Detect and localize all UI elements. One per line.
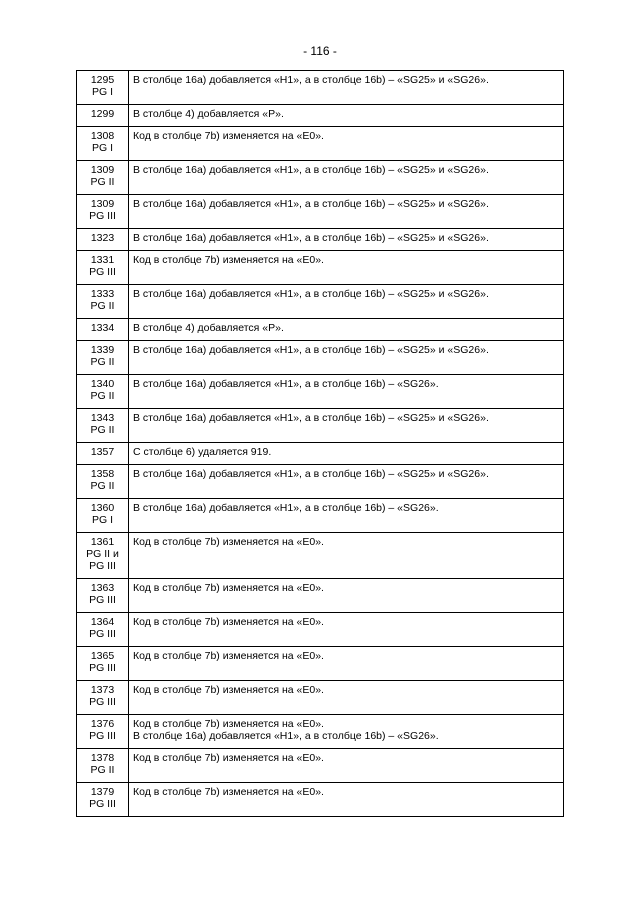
table-row bbox=[77, 579, 564, 613]
amendment-text-cell bbox=[129, 715, 564, 749]
un-number: 1340 bbox=[90, 378, 115, 390]
entry-number-cell bbox=[77, 319, 129, 341]
table-row bbox=[77, 465, 564, 499]
un-number: 1295 bbox=[90, 74, 115, 86]
entry-number-cell bbox=[77, 533, 129, 579]
entry-number-cell bbox=[77, 647, 129, 681]
amendment-text-cell bbox=[129, 319, 564, 341]
un-number: 1331 bbox=[90, 254, 115, 266]
amendment-text: В столбце 4) добавляется «P». bbox=[133, 108, 284, 120]
table-row bbox=[77, 749, 564, 783]
entry-number-cell bbox=[77, 251, 129, 285]
amendment-text-cell bbox=[129, 195, 564, 229]
un-number: 1373 bbox=[90, 684, 115, 696]
packing-group: PG III bbox=[89, 730, 116, 742]
amendment-text: В столбце 16а) добавляется «H1», а в столбце 16b) – «SG25» и «SG26». bbox=[133, 288, 489, 300]
un-number: 1309 bbox=[90, 164, 115, 176]
packing-group: PG III bbox=[89, 662, 116, 674]
entry-number-cell bbox=[77, 749, 129, 783]
amendment-text: В столбце 16а) добавляется «H1», а в столбце 16b) – «SG26». bbox=[133, 730, 439, 742]
packing-group: PG II bbox=[90, 356, 115, 368]
amendment-text: В столбце 16а) добавляется «H1», а в столбце 16b) – «SG25» и «SG26». bbox=[133, 468, 489, 480]
table-row bbox=[77, 783, 564, 817]
entry-number-cell bbox=[77, 161, 129, 195]
amendment-text: В столбце 16а) добавляется «H1», а в столбце 16b) – «SG25» и «SG26». bbox=[133, 198, 489, 210]
table-row bbox=[77, 715, 564, 749]
amendments-table-body bbox=[77, 71, 564, 817]
table-row bbox=[77, 681, 564, 715]
amendment-text: В столбце 16а) добавляется «H1», а в столбце 16b) – «SG26». bbox=[133, 502, 439, 514]
un-number: 1379 bbox=[90, 786, 115, 798]
packing-group: PG II и bbox=[86, 548, 119, 560]
packing-group: PG III bbox=[89, 210, 116, 222]
amendment-text-cell bbox=[129, 749, 564, 783]
table-row bbox=[77, 533, 564, 579]
table-row bbox=[77, 229, 564, 251]
amendments-table bbox=[76, 70, 564, 817]
entry-number-cell bbox=[77, 409, 129, 443]
un-number: 1365 bbox=[90, 650, 115, 662]
packing-group: PG III bbox=[89, 696, 116, 708]
un-number: 1299 bbox=[90, 108, 115, 120]
un-number: 1333 bbox=[90, 288, 115, 300]
entry-number-cell bbox=[77, 579, 129, 613]
table-row bbox=[77, 443, 564, 465]
amendment-text: Код в столбце 7b) изменяется на «E0». bbox=[133, 650, 324, 662]
entry-number-cell bbox=[77, 285, 129, 319]
packing-group: PG III bbox=[89, 628, 116, 640]
table-row bbox=[77, 285, 564, 319]
amendment-text-cell bbox=[129, 105, 564, 127]
un-number: 1378 bbox=[90, 752, 115, 764]
amendment-text-cell bbox=[129, 647, 564, 681]
table-row bbox=[77, 161, 564, 195]
entry-number-cell bbox=[77, 127, 129, 161]
amendment-text-cell bbox=[129, 71, 564, 105]
amendment-text: С столбце 6) удаляется 919. bbox=[133, 446, 272, 458]
un-number: 1339 bbox=[90, 344, 115, 356]
amendment-text-cell bbox=[129, 579, 564, 613]
entry-number-cell bbox=[77, 105, 129, 127]
entry-number-cell bbox=[77, 613, 129, 647]
packing-group: PG III bbox=[89, 560, 116, 572]
amendment-text: Код в столбце 7b) изменяется на «E0». bbox=[133, 752, 324, 764]
table-row bbox=[77, 647, 564, 681]
un-number: 1309 bbox=[90, 198, 115, 210]
amendment-text: В столбце 16а) добавляется «H1», а в столбце 16b) – «SG25» и «SG26». bbox=[133, 164, 489, 176]
table-row bbox=[77, 613, 564, 647]
un-number: 1357 bbox=[90, 446, 115, 458]
entry-number-cell bbox=[77, 229, 129, 251]
entry-number-cell bbox=[77, 443, 129, 465]
packing-group: PG II bbox=[90, 424, 115, 436]
packing-group: PG III bbox=[89, 594, 116, 606]
amendment-text: Код в столбце 7b) изменяется на «E0». bbox=[133, 684, 324, 696]
entry-number-cell bbox=[77, 375, 129, 409]
amendment-text: Код в столбце 7b) изменяется на «E0». bbox=[133, 582, 324, 594]
amendment-text: Код в столбце 7b) изменяется на «E0». bbox=[133, 536, 324, 548]
entry-number-cell bbox=[77, 341, 129, 375]
un-number: 1361 bbox=[90, 536, 115, 548]
amendment-text-cell bbox=[129, 443, 564, 465]
un-number: 1334 bbox=[90, 322, 115, 334]
packing-group: PG II bbox=[90, 390, 115, 402]
amendment-text-cell bbox=[129, 533, 564, 579]
un-number: 1358 bbox=[90, 468, 115, 480]
un-number: 1323 bbox=[90, 232, 115, 244]
amendment-text: Код в столбце 7b) изменяется на «E0». bbox=[133, 616, 324, 628]
amendment-text-cell bbox=[129, 681, 564, 715]
packing-group: PG II bbox=[90, 764, 115, 776]
un-number: 1363 bbox=[90, 582, 115, 594]
amendment-text-cell bbox=[129, 251, 564, 285]
amendment-text: Код в столбце 7b) изменяется на «E0». bbox=[133, 786, 324, 798]
amendment-text-cell bbox=[129, 375, 564, 409]
amendment-text-cell bbox=[129, 409, 564, 443]
table-row bbox=[77, 195, 564, 229]
table-row bbox=[77, 341, 564, 375]
un-number: 1360 bbox=[90, 502, 115, 514]
packing-group: PG III bbox=[89, 798, 116, 810]
entry-number-cell bbox=[77, 465, 129, 499]
amendment-text: В столбце 16а) добавляется «H1», а в столбце 16b) – «SG25» и «SG26». bbox=[133, 412, 489, 424]
table-row bbox=[77, 409, 564, 443]
amendment-text-cell bbox=[129, 465, 564, 499]
amendment-text-cell bbox=[129, 783, 564, 817]
packing-group: PG I bbox=[91, 86, 113, 98]
table-row bbox=[77, 375, 564, 409]
amendment-text-cell bbox=[129, 285, 564, 319]
entry-number-cell bbox=[77, 499, 129, 533]
packing-group: PG I bbox=[91, 514, 113, 526]
un-number: 1376 bbox=[90, 718, 115, 730]
table-row bbox=[77, 251, 564, 285]
table-row bbox=[77, 71, 564, 105]
amendment-text: В столбце 4) добавляется «P». bbox=[133, 322, 284, 334]
amendment-text-cell bbox=[129, 499, 564, 533]
table-row bbox=[77, 105, 564, 127]
entry-number-cell bbox=[77, 71, 129, 105]
entry-number-cell bbox=[77, 681, 129, 715]
amendment-text-cell bbox=[129, 127, 564, 161]
packing-group: PG II bbox=[90, 300, 115, 312]
un-number: 1343 bbox=[90, 412, 115, 424]
packing-group: PG III bbox=[89, 266, 116, 278]
amendment-text-cell bbox=[129, 229, 564, 251]
amendment-text: В столбце 16а) добавляется «H1», а в столбце 16b) – «SG25» и «SG26». bbox=[133, 344, 489, 356]
packing-group: PG I bbox=[91, 142, 113, 154]
amendment-text-cell bbox=[129, 161, 564, 195]
entry-number-cell bbox=[77, 783, 129, 817]
packing-group: PG II bbox=[90, 480, 115, 492]
table-row bbox=[77, 319, 564, 341]
amendment-text: В столбце 16а) добавляется «H1», а в столбце 16b) – «SG26». bbox=[133, 378, 439, 390]
un-number: 1308 bbox=[90, 130, 115, 142]
packing-group: PG II bbox=[90, 176, 115, 188]
page-number: - 116 - bbox=[303, 44, 337, 58]
amendment-text: Код в столбце 7b) изменяется на «E0». bbox=[133, 718, 324, 730]
amendment-text-cell bbox=[129, 613, 564, 647]
amendment-text: Код в столбце 7b) изменяется на «E0». bbox=[133, 254, 324, 266]
table-row bbox=[77, 127, 564, 161]
amendment-text: В столбце 16а) добавляется «H1», а в столбце 16b) – «SG25» и «SG26». bbox=[133, 232, 489, 244]
entry-number-cell bbox=[77, 715, 129, 749]
entry-number-cell bbox=[77, 195, 129, 229]
un-number: 1364 bbox=[90, 616, 115, 628]
amendment-text: Код в столбце 7b) изменяется на «E0». bbox=[133, 130, 324, 142]
amendment-text-cell bbox=[129, 341, 564, 375]
table-row bbox=[77, 499, 564, 533]
amendment-text: В столбце 16а) добавляется «H1», а в столбце 16b) – «SG25» и «SG26». bbox=[133, 74, 489, 86]
